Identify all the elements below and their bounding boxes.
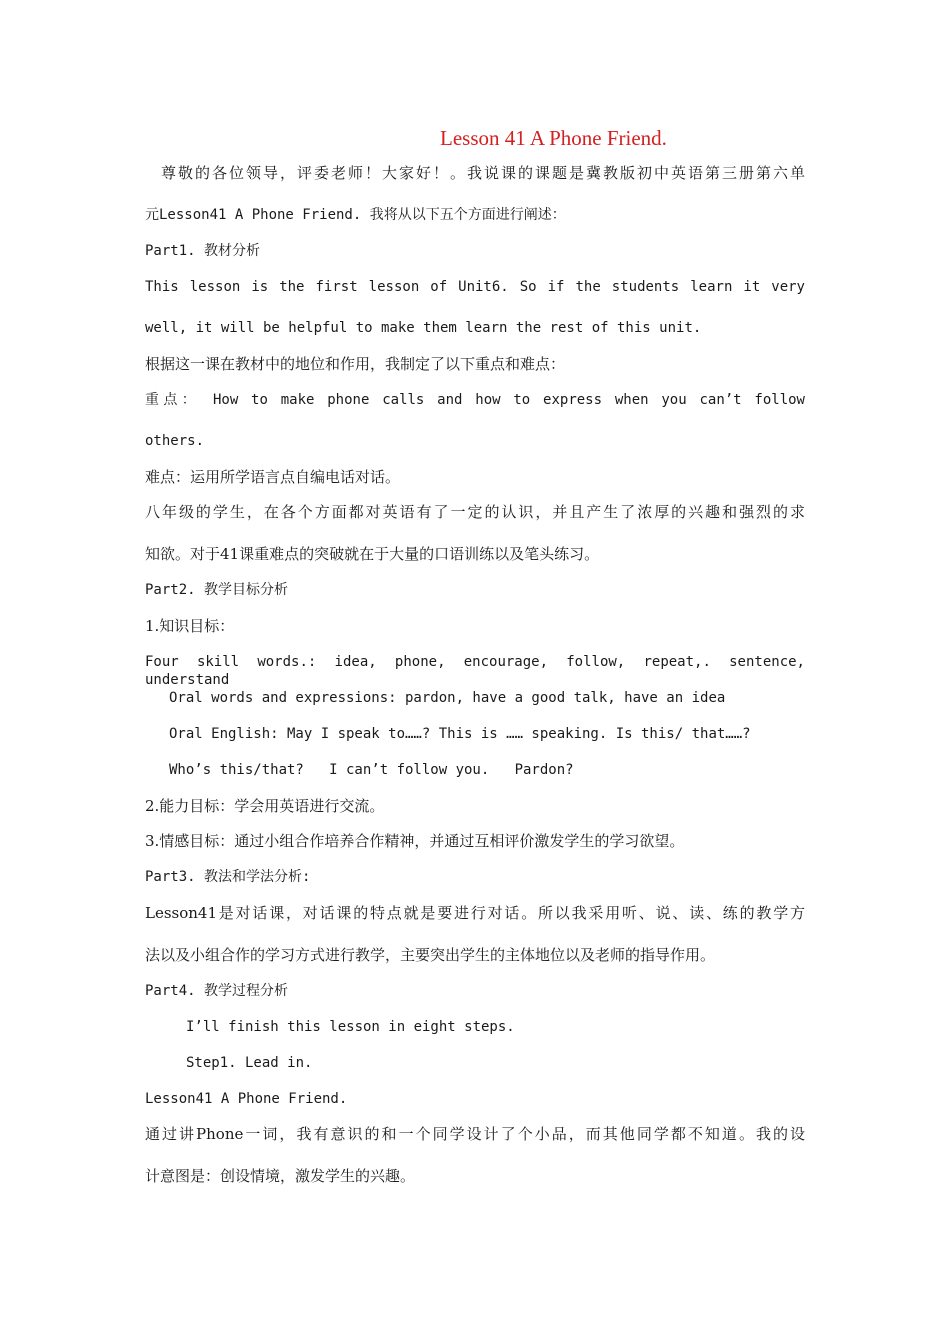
paragraph: 重点： How to make phone calls and how to express when you can’t follow xyxy=(145,392,805,408)
paragraph: 1.知识目标： xyxy=(145,617,235,635)
paragraph: 难点：运用所学语言点自编电话对话。 xyxy=(145,468,401,486)
paragraph: Four skill words.: idea, phone, encourage, follow, repeat,. sentence, understand xyxy=(145,654,805,688)
section-heading: Part4. 教学过程分析 xyxy=(145,983,289,999)
paragraph: 尊敬的各位领导，评委老师！大家好！。我说课的课题是冀教版初中英语第三册第六单 xyxy=(161,164,805,182)
section-heading: Part2. 教学目标分析 xyxy=(145,582,289,598)
paragraph: 元Lesson41 A Phone Friend. 我将从以下五个方面进行阐述： xyxy=(145,207,566,223)
paragraph: well, it will be helpful to make them learn the rest of this unit. xyxy=(145,320,702,336)
paragraph: 3.情感目标：通过小组合作培养合作精神，并通过互相评价激发学生的学习欲望。 xyxy=(145,832,685,850)
paragraph: Step1. Lead in. xyxy=(186,1055,313,1071)
lesson-title: Lesson 41 A Phone Friend. xyxy=(440,126,667,150)
paragraph: I’ll finish this lesson in eight steps. xyxy=(186,1019,515,1035)
paragraph: Lesson41是对话课，对话课的特点就是要进行对话。所以我采用听、说、读、练的教学方 xyxy=(145,904,805,922)
paragraph: others. xyxy=(145,433,205,449)
paragraph: 2.能力目标：学会用英语进行交流。 xyxy=(145,797,385,815)
paragraph: 知欲。对于41课重难点的突破就在于大量的口语训练以及笔头练习。 xyxy=(145,545,600,563)
paragraph: This lesson is the first lesson of Unit6. So if the students learn it very xyxy=(145,279,805,295)
paragraph: 根据这一课在教材中的地位和作用，我制定了以下重点和难点： xyxy=(145,355,566,373)
paragraph: 通过讲Phone一词，我有意识的和一个同学设计了个小品，而其他同学都不知道。我的设 xyxy=(145,1125,805,1143)
section-heading: Part3. 教法和学法分析: xyxy=(145,869,311,885)
section-heading: Part1. 教材分析 xyxy=(145,243,261,259)
paragraph: Who’s this/that? I can’t follow you. Pardon? xyxy=(169,762,574,778)
paragraph: 计意图是：创设情境，激发学生的兴趣。 xyxy=(145,1167,416,1185)
paragraph: 法以及小组合作的学习方式进行教学，主要突出学生的主体地位以及老师的指导作用。 xyxy=(145,946,716,964)
paragraph: Oral words and expressions: pardon, have a good talk, have an idea xyxy=(169,690,726,706)
paragraph: 八年级的学生，在各个方面都对英语有了一定的认识，并且产生了浓厚的兴趣和强烈的求 xyxy=(145,503,805,521)
paragraph: Lesson41 A Phone Friend. xyxy=(145,1091,348,1107)
paragraph: Oral English: May I speak to……? This is …… speaking. Is this/ that……? xyxy=(169,726,751,742)
